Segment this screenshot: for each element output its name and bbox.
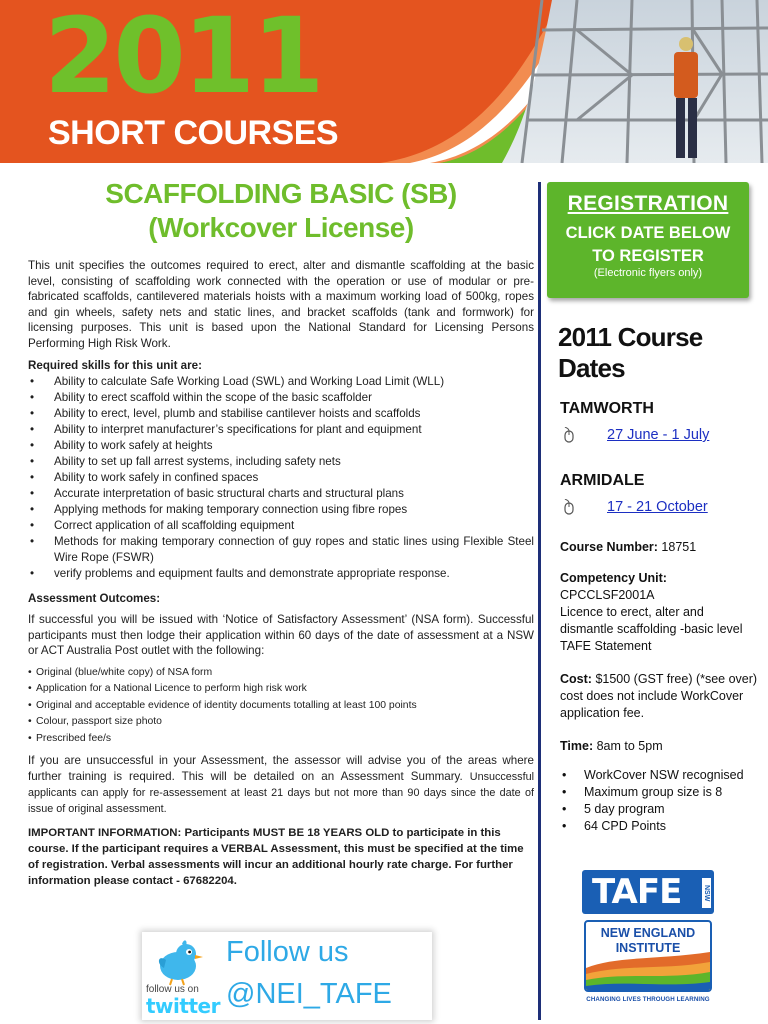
date-row-armidale [560,499,760,519]
list-item: • Maximum group size is 8 [560,784,760,801]
competency-label: Competency Unit: [560,571,667,585]
list-item: • Colour, passport size photo [28,714,534,731]
twitter-bird-icon [152,938,204,986]
twitter-follow-box[interactable] [142,932,432,1020]
mouse-icon [562,427,576,443]
time-label: Time: [560,739,594,753]
scaffolding-photo [482,0,768,163]
time-value: 8am to 5pm [596,739,663,753]
list-item: • Original and acceptable evidence of identity documents totalling at least 100 points [28,698,534,715]
competency-statement: TAFE Statement [560,639,652,653]
competency-code: CPCCLSF2001A [560,588,655,602]
registration-box [547,182,749,298]
list-item: • WorkCover NSW recognised [560,767,760,784]
header-subtitle: SHORT COURSES [48,114,339,152]
unsuccessful-sentence: If you are unsuccessful in your Assessment, the assessor will advise you of the areas where further training is required. This will be detailed on an Assessment Summary. [28,754,534,783]
location-armidale: ARMIDALE [560,472,645,489]
list-item: • Ability to erect, level, plumb and stabilise cantilever hoists and scaffolds [28,406,534,422]
header-banner [0,0,768,163]
follow-us-on-label: follow us on [146,984,199,995]
list-item: • 5 day program [560,801,760,818]
skills-heading: Required skills for this unit are: [28,359,202,372]
register-date-link-tamworth[interactable]: 27 June - 1 July [607,427,710,443]
date-row-tamworth [560,427,760,447]
list-item: • Prescribed fee/s [28,731,534,748]
mouse-icon [562,499,576,515]
competency-description: Licence to erect, alter and dismantle scaffolding -basic level [560,605,743,636]
registration-title: REGISTRATION [567,192,729,215]
list-item: • Ability to erect scaffold within the scope of the basic scaffolder [28,390,534,406]
list-item: • Original (blue/white copy) of NSA form [28,665,534,682]
tafe-word: TAFE [592,872,682,912]
header-year: 2011 [44,0,322,117]
course-number [560,539,760,556]
documents-list [28,665,534,748]
twitter-wordmark: twitter [146,994,220,1018]
hills-icon [586,950,710,990]
list-item: • Application for a National Licence to perform high risk work [28,681,534,698]
course-number-value: 18751 [661,540,697,554]
follow-us-label: Follow us [226,936,349,968]
cost-label: Cost: [560,672,592,686]
list-item: • Ability to work safely at heights [28,438,534,454]
list-item: • verify problems and equipment faults and demonstrate appropriate response. [28,566,534,582]
register-date-link-armidale[interactable]: 17 - 21 October [607,499,708,515]
tafe-nsw-label: NSW [702,878,711,908]
list-item: • Ability to work safely in confined spaces [28,470,534,486]
important-information: IMPORTANT INFORMATION: Participants MUST BE 18 YEARS OLD to participate in this course. If the participant requires a VERBAL Assessment, this must be specified at the time of registration. Verbal assessments will incur an additional hourly rate charge. For further information please contact - 67682204. [28,826,524,887]
list-item: • Applying methods for making temporary connection using fibre ropes [28,502,534,518]
list-item: • Ability to calculate Safe Working Load (SWL) and Working Load Limit (WLL) [28,374,534,390]
list-item: • Correct application of all scaffolding equipment [28,518,534,534]
reassessment-sentence: Unsuccessful applicants can apply for re-assessement at least 21 days but not more than 90 days since the date of issue of original assessment. [28,770,534,815]
course-details [560,322,760,835]
unsuccessful-text [28,753,534,817]
assessment-heading: Assessment Outcomes: [28,591,161,605]
course-facts-list [560,767,760,835]
location-tamworth: TAMWORTH [560,400,654,417]
tafe-logo [582,870,714,1012]
registration-instruction [547,222,749,268]
list-item: • Methods for making temporary connection of guy ropes and static lines using Flexible Steel Wire Rope (FSWR) [28,534,534,566]
list-item: • Ability to set up fall arrest systems, including safety nets [28,454,534,470]
course-number-label: Course Number: [560,540,658,554]
tafe-wordmark [582,870,714,914]
tafe-tagline: CHANGING LIVES THROUGH LEARNING [586,996,710,1003]
registration-note: (Electronic flyers only) [593,267,703,279]
column-divider [538,182,541,1020]
institute-badge [584,920,712,992]
course-subtitle: (Workcover License) [148,212,414,243]
course-title: SCAFFOLDING BASIC (SB) [105,178,457,209]
assessment-text: If successful you will be issued with ‘Notice of Satisfactory Assessment’ (NSA form). Successful participants must then lodge their application within 60 days of the date of assessment at a NSW or ACT Australia Post outlet with the following: [28,613,534,657]
course-description [28,178,534,889]
course-time [560,738,760,755]
list-item: • 64 CPD Points [560,818,760,835]
institute-name: NEW ENGLAND INSTITUTE [600,926,696,955]
twitter-handle-link[interactable]: @NEI_TAFE [226,978,392,1010]
skills-list [28,374,534,582]
course-dates-heading: 2011 Course Dates [558,322,703,383]
registration-line-1: CLICK DATE BELOW [565,224,731,242]
list-item: • Ability to interpret manufacturer’s specifications for plant and equipment [28,422,534,438]
registration-line-2: TO REGISTER [592,247,704,265]
course-intro: This unit specifies the outcomes required to erect, alter and dismantle scaffolding at the basic level, consisting of scaffolding work connected with the operation or use of modular or pre-fabricated scaffolds, cantilevered materials hoists with a maximum working load of 500kg, ropes and gin wheels, safety nets and static lines, and bracket scaffolds (tank and formwork) for licensing purposes. This unit is based upon the National Standard for Licensing Persons Performing High Risk Work. [28,259,534,350]
competency-unit [560,570,760,655]
cost-value: $1500 (GST free) (*see over) cost does not include WorkCover application fee. [560,672,758,720]
list-item: • Accurate interpretation of basic structural charts and structural plans [28,486,534,502]
course-cost [560,671,760,722]
